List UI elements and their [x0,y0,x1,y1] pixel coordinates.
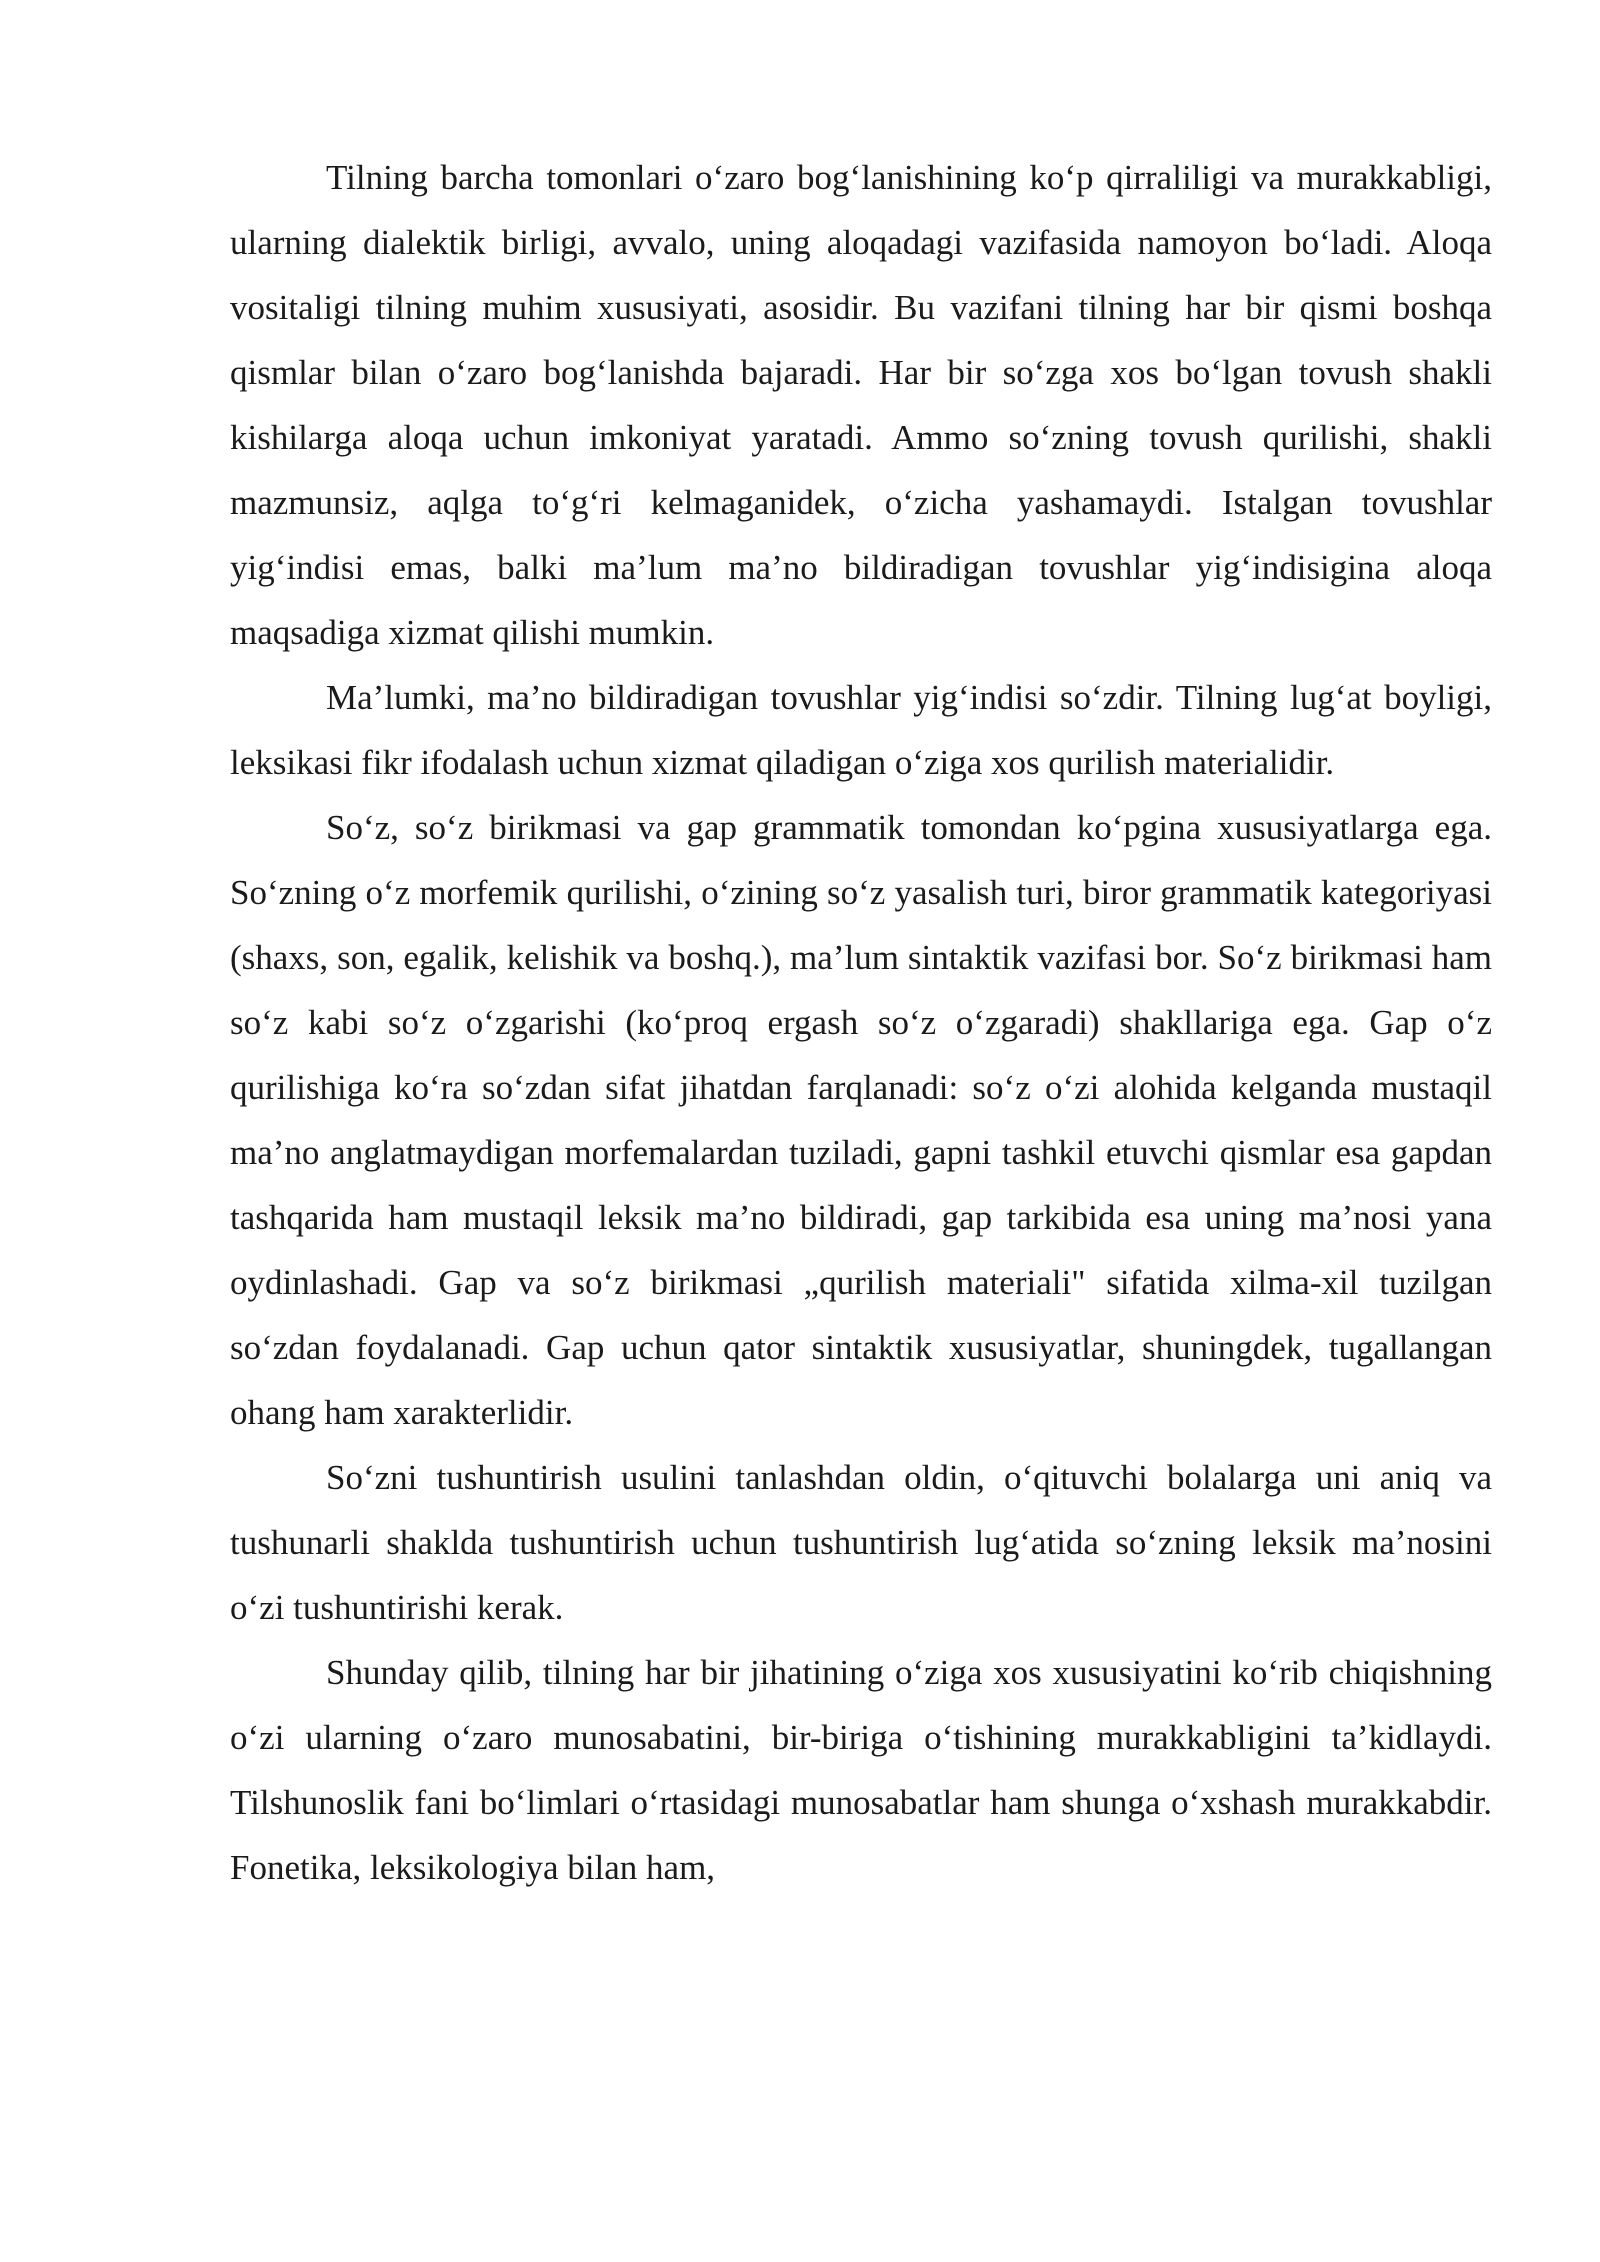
paragraph-5: Shunday qilib, tilning har bir jihatining o‘ziga xos xususiyatini ko‘rib chiqishning o‘zi ularning o‘zaro munosabatini, bir-biriga o‘tishining murakkabligini ta’kidlaydi. Tilshunoslik fani bo‘limlari o‘rtasidagi munosabatlar ham shunga o‘xshash murakkabdir. Fonetika, leksikologiya bilan ham, [230,1653,1492,1887]
paragraph-3: So‘z, so‘z birikmasi va gap grammatik tomondan ko‘pgina xususiyatlarga ega. So‘zning o‘z morfemik qurilishi, o‘zining so‘z yasalish turi, biror grammatik kategoriyasi (shaxs, son, egalik, kelishik va boshq.), ma’lum sintaktik vazifasi bor. So‘z birikmasi ham so‘z kabi so‘z o‘zgarishi (ko‘proq ergash so‘z o‘zgaradi) shakllariga ega. Gap o‘z qurilishiga ko‘ra so‘zdan sifat jihatdan farqlanadi: so‘z o‘zi alohida kelganda mustaqil ma’no anglatmaydigan morfemalardan tuziladi, gapni tashkil etuvchi qismlar esa gapdan tashqarida ham mustaqil leksik ma’no bildiradi, gap tarkibida esa uning ma’nosi yana oydinlashadi. Gap va so‘z birikmasi „qurilish materiali" sifatida xilma-xil tuzilgan so‘zdan foydalanadi. Gap uchun qator sintaktik xususiyatlar, shuningdek, tugallangan ohang ham xarakterlidir. [230,808,1492,1432]
paragraph-4: So‘zni tushuntirish usulini tanlashdan oldin, o‘qituvchi bolalarga uni aniq va tushunarli shaklda tushuntirish uchun tushuntirish lug‘atida so‘zning leksik ma’nosini o‘zi tushuntirishi kerak. [230,1458,1492,1627]
paragraph-2: Ma’lumki, ma’no bildiradigan tovushlar yig‘indisi so‘zdir. Tilning lug‘at boyligi, leksikasi fikr ifodalash uchun xizmat qiladigan o‘ziga xos qurilish materialidir. [230,678,1492,782]
document-page [230,145,1492,2135]
paragraph-1: Tilning barcha tomonlari o‘zaro bog‘lanishining ko‘p qirraliligi va murakkabligi, ularning dialektik birligi, avvalo, uning aloqadagi vazifasida namoyon bo‘ladi. Aloqa vositaligi tilning muhim xususiyati, asosidir. Bu vazifani tilning har bir qismi boshqa qismlar bilan o‘zaro bog‘lanishda bajaradi. Har bir so‘zga xos bo‘lgan tovush shakli kishilarga aloqa uchun imkoniyat yaratadi. Ammo so‘zning tovush qurilishi, shakli mazmunsiz, aqlga to‘g‘ri kelmaganidek, o‘zicha yashamaydi. Istalgan tovushlar yig‘indisi emas, balki ma’lum ma’no bildiradigan tovushlar yig‘indisigina aloqa maqsadiga xizmat qilishi mumkin. [230,158,1492,652]
